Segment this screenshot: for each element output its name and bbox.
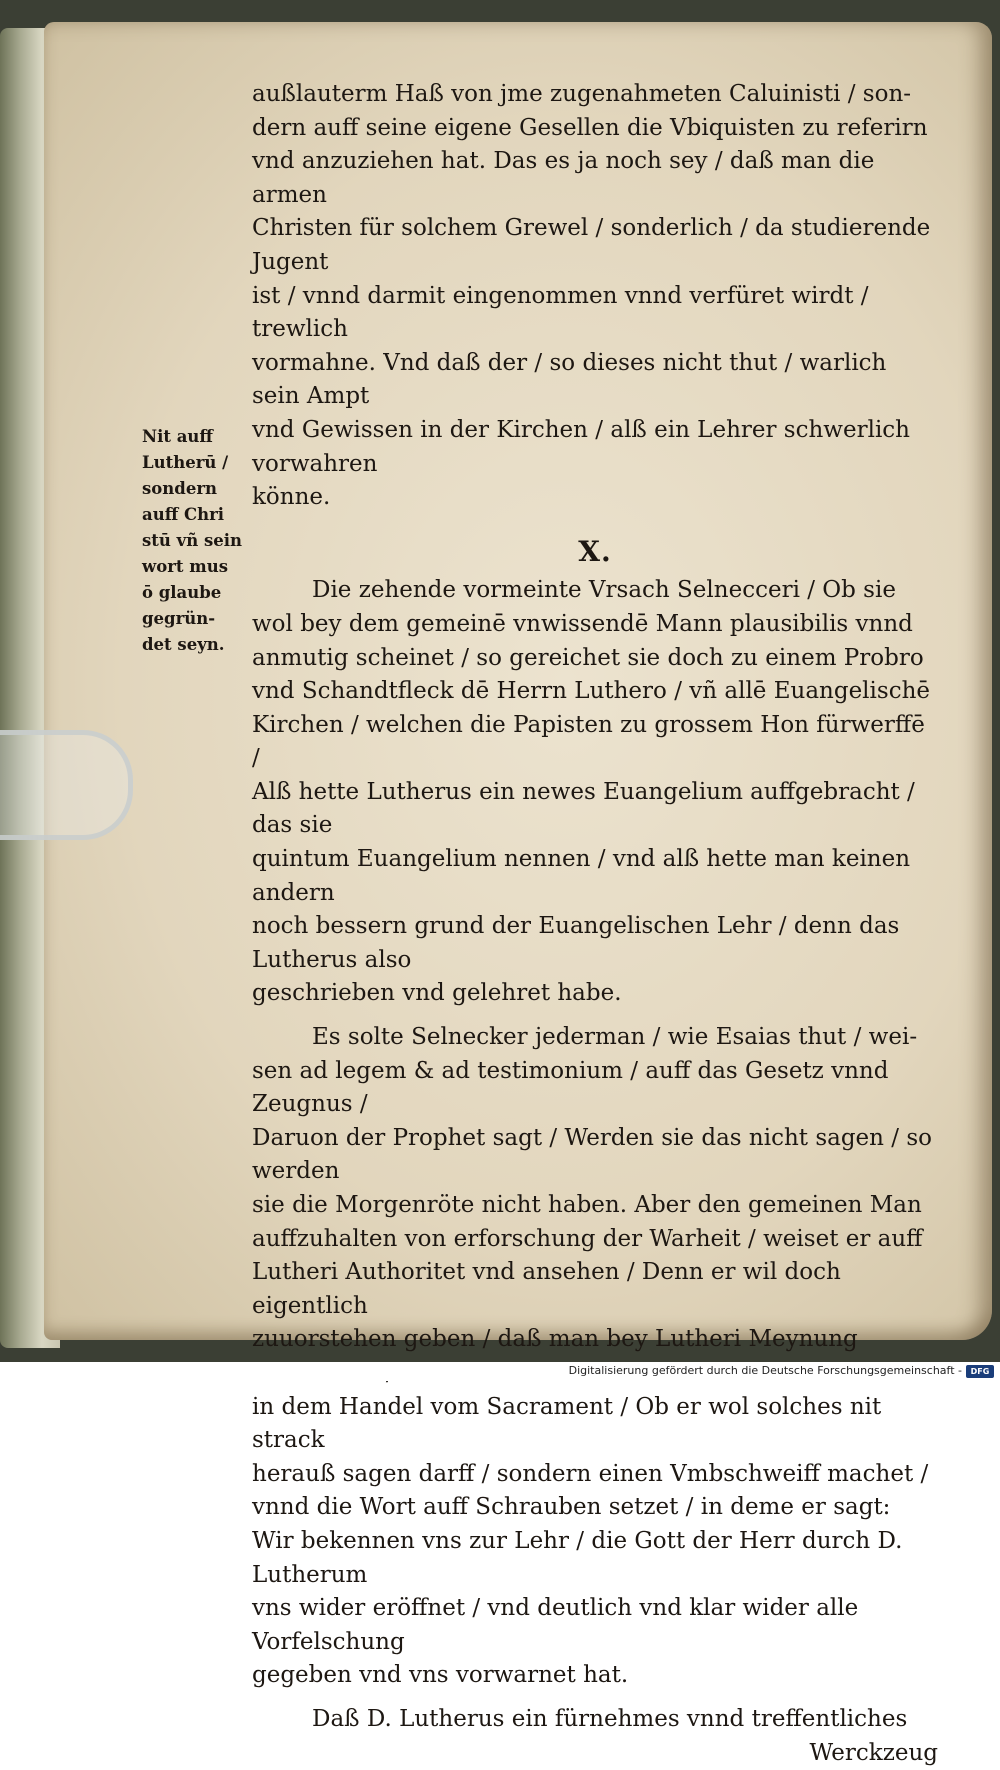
marginal-line: auff Chri [142, 502, 254, 528]
marginal-line: Lutherū / [142, 450, 254, 476]
funding-credit: Digitalisierung gefördert durch die Deutsche Forschungsgemeinschaft - [569, 1364, 962, 1377]
text-line: vnd anzuziehen hat. Das es ja noch sey / daß man die armen [252, 145, 938, 212]
text-line: vnnd die Wort auff Schrauben setzet / in deme er sagt: [252, 1491, 938, 1525]
marginal-line: det seyn. [142, 632, 254, 658]
main-text-block [252, 78, 938, 1770]
text-line: Die zehende vormeinte Vrsach Selnecceri / Ob sie [252, 574, 938, 608]
text-line: vnd Schandtfleck dē Herrn Luthero / vñ allē Euangelischē [252, 675, 938, 709]
text-line: Kirchen / welchen die Papisten zu grossem Hon fürwerffē / [252, 709, 938, 776]
footer-bar [0, 1362, 1000, 1381]
marginal-line: stū vñ sein [142, 528, 254, 554]
text-line: anmutig scheinet / so gereichet sie doch zu einem Probro [252, 642, 938, 676]
text-line: Daruon der Prophet sagt / Werden sie das nicht sagen / so werden [252, 1122, 938, 1189]
marginal-line: wort mus [142, 554, 254, 580]
text-line: außlauterm Haß von jme zugenahmeten Caluinisti / son- [252, 78, 938, 112]
marginal-line: ō glaube [142, 580, 254, 606]
text-line: zuuorstehen geben / daß man bey Lutheri Meynung [252, 1323, 938, 1390]
text-line: Es solte Selnecker jederman / wie Esaias thut / wei- [252, 1021, 938, 1055]
text-line: herauß sagen darff / sondern einen Vmbschweiff machet / [252, 1458, 938, 1492]
text-line: Daß D. Lutherus ein fürnehmes vnnd treffentliches [252, 1703, 938, 1737]
text-line: wol bey dem gemeinē vnwissendē Mann plausibilis vnnd [252, 608, 938, 642]
catchword: Werckzeug [252, 1737, 938, 1770]
text-line: vnd Gewissen in der Kirchen / alß ein Lehrer schwerlich vorwahren [252, 414, 938, 481]
text-line: Lutheri Authoritet vnd ansehen / Denn er wil doch eigentlich [252, 1256, 938, 1323]
text-line: Christen für solchem Grewel / sonderlich / da studierende Jugent [252, 212, 938, 279]
text-line: gegeben vnd vns vorwarnet hat. [252, 1659, 938, 1693]
text-line: sie die Morgenröte nicht haben. Aber den gemeinen Man [252, 1189, 938, 1223]
section-heading: X. [252, 535, 938, 569]
paragraph-continued [252, 78, 938, 515]
text-line: vormahne. Vnd daß der / so dieses nicht thut / warlich sein Ampt [252, 347, 938, 414]
marginal-note [142, 424, 254, 658]
page-clip [0, 730, 133, 840]
text-line: ist / vnnd darmit eingenommen vnnd verfüret wirdt / trewlich [252, 280, 938, 347]
text-line: dern auff seine eigene Gesellen die Vbiquisten zu referirn [252, 112, 938, 146]
paragraph-3 [252, 1703, 938, 1737]
paragraph-2 [252, 1021, 938, 1693]
text-line: noch bessern grund der Euangelischen Lehr / denn das Lutherus also [252, 910, 938, 977]
text-line: quintum Euangelium nennen / vnd alß hette man keinen andern [252, 843, 938, 910]
bleed-through-text [150, 92, 250, 108]
text-line: in dem Handel vom Sacrament / Ob er wol solches nit strack [252, 1391, 938, 1458]
marginal-line: sondern [142, 476, 254, 502]
text-line: könne. [252, 481, 938, 515]
marginal-line: gegrün- [142, 606, 254, 632]
paragraph-1 [252, 574, 938, 1011]
text-line: geschrieben vnd gelehret habe. [252, 977, 938, 1011]
dfg-logo-icon: DFG [966, 1365, 994, 1378]
text-line: Alß hette Lutherus ein newes Euangelium auffgebracht / das sie [252, 776, 938, 843]
text-line: auffzuhalten von erforschung der Warheit / weiset er auff [252, 1223, 938, 1257]
text-line: vns wider eröffnet / vnd deutlich vnd klar wider alle Vorfelschung [252, 1592, 938, 1659]
text-line: sen ad legem & ad testimonium / auff das Gesetz vnnd Zeugnus / [252, 1055, 938, 1122]
marginal-line: Nit auff [142, 424, 254, 450]
text-line: Wir bekennen vns zur Lehr / die Gott der Herr durch D. Lutherum [252, 1525, 938, 1592]
